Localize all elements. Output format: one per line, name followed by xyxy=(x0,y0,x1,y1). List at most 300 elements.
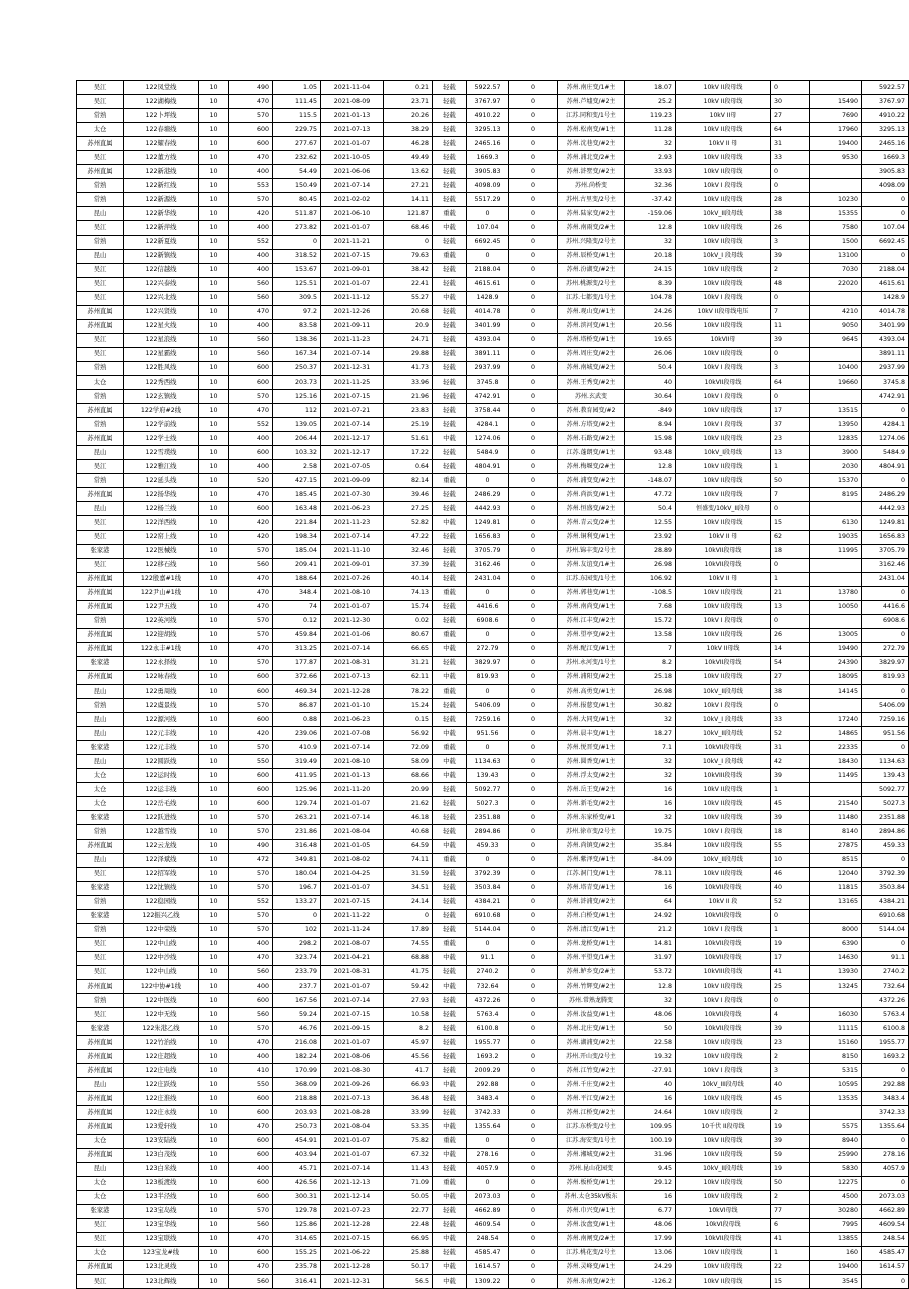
cell-count: 0 xyxy=(509,614,558,628)
cell-substation: 苏州.浒浦变/#2主 xyxy=(558,895,625,909)
cell-capacity-c: 3891.11 xyxy=(862,347,909,361)
cell-load-rate: 21.62 xyxy=(384,797,433,811)
cell-region: 常熟 xyxy=(77,923,124,937)
table-row xyxy=(77,109,909,123)
cell-line-name: 123宝龙#线 xyxy=(124,1246,199,1260)
cell-value-a: 78.11 xyxy=(625,867,676,881)
cell-count: 0 xyxy=(509,741,558,755)
cell-capacity-a: 3162.46 xyxy=(467,558,509,572)
cell-bus-section: 10kV II段母线 xyxy=(676,1036,771,1050)
cell-substation: 苏州.塔青变/#1主 xyxy=(558,881,625,895)
table-row xyxy=(77,811,909,825)
cell-capacity-b: 27875 xyxy=(810,839,862,853)
cell-feeder-count: 1 xyxy=(771,1246,810,1260)
cell-feeder-count: 19 xyxy=(771,1120,810,1134)
cell-line-name: 122星霸线 xyxy=(124,347,199,361)
cell-capacity-c: 7259.16 xyxy=(862,713,909,727)
cell-load-rate: 25.88 xyxy=(384,1246,433,1260)
cell-date: 2021-07-30 xyxy=(321,488,384,502)
cell-current: 273.82 xyxy=(273,221,321,235)
cell-feeder-count: 40 xyxy=(771,881,810,895)
cell-date: 2021-07-14 xyxy=(321,994,384,1008)
table-row xyxy=(77,404,909,418)
cell-current: 318.52 xyxy=(273,249,321,263)
cell-load-rate: 0 xyxy=(384,235,433,249)
cell-date: 2021-07-14 xyxy=(321,1162,384,1176)
cell-capacity-c: 1955.77 xyxy=(862,1036,909,1050)
cell-date: 2021-11-23 xyxy=(321,333,384,347)
cell-rated-current: 570 xyxy=(229,628,273,642)
cell-capacity-c: 0 xyxy=(862,1274,909,1288)
cell-value-a: 16 xyxy=(625,783,676,797)
table-row xyxy=(77,263,909,277)
cell-count: 0 xyxy=(509,923,558,937)
cell-current: 221.84 xyxy=(273,516,321,530)
cell-load-status: 中载 xyxy=(433,516,467,530)
cell-capacity-c: 0 xyxy=(862,741,909,755)
cell-substation: 苏州.新毛变/#2主 xyxy=(558,797,625,811)
cell-load-status: 轻载 xyxy=(433,867,467,881)
cell-feeder-count: 0 xyxy=(771,390,810,404)
cell-rated-current: 600 xyxy=(229,1246,273,1260)
cell-substation: 苏州.东南变/#2主 xyxy=(558,1274,625,1288)
cell-region: 吴江 xyxy=(77,460,124,474)
table-row xyxy=(77,137,909,151)
cell-capacity-b: 11115 xyxy=(810,1022,862,1036)
table-row xyxy=(77,614,909,628)
cell-value-a: 32 xyxy=(625,994,676,1008)
cell-capacity-c: 3295.13 xyxy=(862,123,909,137)
cell-rated-current: 570 xyxy=(229,390,273,404)
cell-voltage: 10 xyxy=(199,1092,229,1106)
cell-capacity-a: 292.88 xyxy=(467,1078,509,1092)
cell-load-rate: 55.27 xyxy=(384,291,433,305)
cell-voltage: 10 xyxy=(199,656,229,670)
cell-capacity-a: 3742.33 xyxy=(467,1106,509,1120)
cell-capacity-b: 9050 xyxy=(810,319,862,333)
cell-load-rate: 0.15 xyxy=(384,713,433,727)
cell-voltage: 10 xyxy=(199,797,229,811)
cell-rated-current: 570 xyxy=(229,1204,273,1218)
cell-date: 2021-11-23 xyxy=(321,516,384,530)
cell-feeder-count: 11 xyxy=(771,319,810,333)
cell-capacity-c: 0 xyxy=(862,249,909,263)
cell-current: 277.67 xyxy=(273,137,321,151)
cell-value-a: 8.2 xyxy=(625,656,676,670)
cell-rated-current: 470 xyxy=(229,600,273,614)
cell-region: 苏州直属 xyxy=(77,165,124,179)
cell-feeder-count: 39 xyxy=(771,1022,810,1036)
cell-capacity-c: 4098.09 xyxy=(862,179,909,193)
cell-bus-section: 10kV II段母线 xyxy=(676,628,771,642)
cell-rated-current: 400 xyxy=(229,980,273,994)
cell-region: 太仓 xyxy=(77,123,124,137)
cell-current: 112 xyxy=(273,404,321,418)
cell-rated-current: 490 xyxy=(229,839,273,853)
cell-capacity-b: 7690 xyxy=(810,109,862,123)
cell-rated-current: 552 xyxy=(229,895,273,909)
cell-substation: 苏州.平望变/1#主 xyxy=(558,951,625,965)
cell-region: 张家港 xyxy=(77,811,124,825)
cell-current: 323.74 xyxy=(273,951,321,965)
cell-count: 0 xyxy=(509,1232,558,1246)
cell-load-status: 轻载 xyxy=(433,656,467,670)
cell-substation: 苏州.方塔变/#2主 xyxy=(558,418,625,432)
cell-capacity-c: 6692.45 xyxy=(862,235,909,249)
cell-rated-current: 470 xyxy=(229,1260,273,1274)
table-row xyxy=(77,951,909,965)
cell-bus-section: 10kV II段母线 xyxy=(676,277,771,291)
table-row xyxy=(77,895,909,909)
cell-region: 昆山 xyxy=(77,713,124,727)
cell-capacity-a: 2073.03 xyxy=(467,1190,509,1204)
cell-bus-section: 10kV II段母线 xyxy=(676,600,771,614)
cell-load-status: 中载 xyxy=(433,727,467,741)
cell-rated-current: 552 xyxy=(229,418,273,432)
cell-rated-current: 600 xyxy=(229,685,273,699)
cell-capacity-b: 8515 xyxy=(810,853,862,867)
table-row xyxy=(77,994,909,1008)
cell-region: 苏州直属 xyxy=(77,642,124,656)
cell-value-a: 15.72 xyxy=(625,614,676,628)
cell-substation: 苏州.浦阳变/#2主 xyxy=(558,670,625,684)
cell-capacity-b: 3545 xyxy=(810,1274,862,1288)
cell-substation: 苏州.东家桥变/#1 xyxy=(558,811,625,825)
cell-substation: 苏州.铜利变/#1主 xyxy=(558,530,625,544)
cell-bus-section: 10kV_I 段母线 xyxy=(676,249,771,263)
cell-region: 吴江 xyxy=(77,1274,124,1288)
cell-load-status: 中载 xyxy=(433,1232,467,1246)
cell-load-status: 轻载 xyxy=(433,825,467,839)
cell-date: 2021-01-07 xyxy=(321,881,384,895)
cell-line-name: 122春塘线 xyxy=(124,123,199,137)
cell-region: 常熟 xyxy=(77,994,124,1008)
cell-rated-current: 570 xyxy=(229,811,273,825)
cell-region: 张家港 xyxy=(77,741,124,755)
cell-capacity-a: 5517.29 xyxy=(467,193,509,207)
table-row xyxy=(77,530,909,544)
cell-count: 0 xyxy=(509,572,558,586)
cell-capacity-c: 4057.9 xyxy=(862,1162,909,1176)
cell-value-a: 25.18 xyxy=(625,670,676,684)
cell-bus-section: 10kV II段母线 xyxy=(676,1050,771,1064)
cell-load-rate: 41.7 xyxy=(384,1064,433,1078)
cell-load-rate: 41.73 xyxy=(384,361,433,375)
cell-feeder-count: 40 xyxy=(771,1078,810,1092)
load-table-body xyxy=(77,81,909,1289)
cell-substation: 苏州.浒墅变/#2主 xyxy=(558,165,625,179)
cell-region: 苏州直属 xyxy=(77,1148,124,1162)
cell-capacity-a: 4014.78 xyxy=(467,305,509,319)
table-row xyxy=(77,502,909,516)
cell-load-rate: 46.18 xyxy=(384,811,433,825)
cell-load-rate: 24.14 xyxy=(384,895,433,909)
table-row xyxy=(77,193,909,207)
cell-count: 0 xyxy=(509,530,558,544)
cell-region: 常熟 xyxy=(77,390,124,404)
cell-date: 2021-12-17 xyxy=(321,446,384,460)
cell-count: 0 xyxy=(509,1106,558,1120)
cell-voltage: 10 xyxy=(199,95,229,109)
cell-load-status: 轻载 xyxy=(433,923,467,937)
table-row xyxy=(77,839,909,853)
cell-feeder-count: 1 xyxy=(771,783,810,797)
cell-current: 216.08 xyxy=(273,1036,321,1050)
cell-rated-current: 570 xyxy=(229,614,273,628)
cell-capacity-b xyxy=(810,291,862,305)
cell-date: 2021-11-22 xyxy=(321,909,384,923)
cell-substation: 苏州.汾湖变/#2主 xyxy=(558,263,625,277)
cell-bus-section: 10kV II段母线 xyxy=(676,980,771,994)
cell-region: 苏州直属 xyxy=(77,628,124,642)
cell-date: 2021-07-14 xyxy=(321,530,384,544)
cell-value-a: 48.06 xyxy=(625,1218,676,1232)
cell-capacity-c: 6908.6 xyxy=(862,614,909,628)
cell-rated-current: 400 xyxy=(229,263,273,277)
cell-capacity-a: 5027.3 xyxy=(467,797,509,811)
cell-capacity-c: 139.43 xyxy=(862,769,909,783)
cell-region: 常熟 xyxy=(77,235,124,249)
cell-bus-section: 10kV_II段母线 xyxy=(676,1162,771,1176)
cell-substation: 苏州.开山变/2号主 xyxy=(558,1050,625,1064)
cell-capacity-b xyxy=(810,699,862,713)
cell-feeder-count: 17 xyxy=(771,951,810,965)
cell-capacity-b: 9530 xyxy=(810,151,862,165)
cell-count: 0 xyxy=(509,1162,558,1176)
cell-capacity-b: 12835 xyxy=(810,432,862,446)
cell-load-rate: 0.21 xyxy=(384,81,433,95)
cell-value-a: 17.99 xyxy=(625,1232,676,1246)
cell-bus-section: 10kV II 母 xyxy=(676,137,771,151)
cell-line-name: 122中医线 xyxy=(124,994,199,1008)
cell-voltage: 10 xyxy=(199,305,229,319)
cell-value-a: 18.27 xyxy=(625,727,676,741)
cell-capacity-b: 17240 xyxy=(810,713,862,727)
cell-current: 182.24 xyxy=(273,1050,321,1064)
cell-region: 吴江 xyxy=(77,937,124,951)
cell-bus-section: 10kV II段母线 xyxy=(676,347,771,361)
cell-capacity-b: 30280 xyxy=(810,1204,862,1218)
cell-current: 0.88 xyxy=(273,713,321,727)
cell-value-a: -27.91 xyxy=(625,1064,676,1078)
cell-capacity-c: 0 xyxy=(862,1134,909,1148)
cell-load-status: 轻载 xyxy=(433,1064,467,1078)
cell-capacity-b xyxy=(810,1106,862,1120)
cell-current: 316.41 xyxy=(273,1274,321,1288)
cell-line-name: 122兴贤线 xyxy=(124,305,199,319)
cell-rated-current: 600 xyxy=(229,123,273,137)
cell-region: 吴江 xyxy=(77,530,124,544)
cell-substation: 苏州.观山变/#1主 xyxy=(558,305,625,319)
cell-region: 苏州直属 xyxy=(77,586,124,600)
cell-date: 2021-07-14 xyxy=(321,811,384,825)
cell-capacity-a: 1274.06 xyxy=(467,432,509,446)
cell-rated-current: 490 xyxy=(229,81,273,95)
cell-region: 苏州直属 xyxy=(77,305,124,319)
cell-voltage: 10 xyxy=(199,628,229,642)
cell-voltage: 10 xyxy=(199,1260,229,1274)
cell-current: 125.96 xyxy=(273,783,321,797)
table-row xyxy=(77,305,909,319)
table-row xyxy=(77,291,909,305)
cell-feeder-count: 0 xyxy=(771,699,810,713)
cell-date: 2021-01-07 xyxy=(321,221,384,235)
load-table-sheet xyxy=(76,80,905,1289)
cell-voltage: 10 xyxy=(199,1036,229,1050)
cell-count: 0 xyxy=(509,207,558,221)
cell-rated-current: 470 xyxy=(229,305,273,319)
cell-rated-current: 560 xyxy=(229,347,273,361)
cell-capacity-b: 10050 xyxy=(810,600,862,614)
cell-voltage: 10 xyxy=(199,965,229,979)
cell-load-rate: 56.92 xyxy=(384,727,433,741)
cell-count: 0 xyxy=(509,685,558,699)
cell-current: 427.15 xyxy=(273,474,321,488)
cell-region: 张家港 xyxy=(77,544,124,558)
cell-current: 86.87 xyxy=(273,699,321,713)
cell-load-status: 轻载 xyxy=(433,544,467,558)
cell-current: 300.31 xyxy=(273,1190,321,1204)
cell-region: 苏州直属 xyxy=(77,137,124,151)
cell-load-status: 中载 xyxy=(433,1190,467,1204)
cell-current: 235.78 xyxy=(273,1260,321,1274)
cell-date: 2021-08-31 xyxy=(321,965,384,979)
cell-bus-section: 10kV II段母线 xyxy=(676,1134,771,1148)
cell-count: 0 xyxy=(509,867,558,881)
cell-date: 2021-01-07 xyxy=(321,277,384,291)
cell-date: 2021-02-02 xyxy=(321,193,384,207)
cell-capacity-c: 5406.09 xyxy=(862,699,909,713)
cell-rated-current: 470 xyxy=(229,1120,273,1134)
cell-capacity-c: 3767.97 xyxy=(862,95,909,109)
cell-value-a: 32 xyxy=(625,755,676,769)
cell-count: 0 xyxy=(509,600,558,614)
cell-bus-section: 10kV I 段母线 xyxy=(676,1064,771,1078)
cell-current: 250.73 xyxy=(273,1120,321,1134)
cell-voltage: 10 xyxy=(199,1120,229,1134)
cell-voltage: 10 xyxy=(199,1218,229,1232)
cell-load-status: 中载 xyxy=(433,670,467,684)
cell-date: 2021-01-07 xyxy=(321,1134,384,1148)
cell-date: 2021-09-01 xyxy=(321,263,384,277)
cell-value-a: 23.92 xyxy=(625,530,676,544)
cell-region: 张家港 xyxy=(77,1022,124,1036)
cell-voltage: 10 xyxy=(199,1064,229,1078)
cell-bus-section: 10kVI段母线 xyxy=(676,1218,771,1232)
cell-value-a: 7 xyxy=(625,642,676,656)
cell-value-a: 50.4 xyxy=(625,361,676,375)
cell-substation: 苏州.大同变/#1主 xyxy=(558,713,625,727)
cell-load-rate: 53.35 xyxy=(384,1120,433,1134)
cell-bus-section: 10kV II段母线 xyxy=(676,1176,771,1190)
cell-region: 昆山 xyxy=(77,207,124,221)
cell-date: 2021-07-15 xyxy=(321,895,384,909)
cell-capacity-b xyxy=(810,909,862,923)
table-row xyxy=(77,670,909,684)
cell-capacity-a: 5406.09 xyxy=(467,699,509,713)
cell-load-status: 轻载 xyxy=(433,109,467,123)
cell-region: 苏州直属 xyxy=(77,1050,124,1064)
cell-feeder-count: 0 xyxy=(771,614,810,628)
cell-value-a: 26.98 xyxy=(625,685,676,699)
cell-capacity-a: 732.64 xyxy=(467,980,509,994)
cell-line-name: 122庄超线 xyxy=(124,1050,199,1064)
cell-line-name: 122中协#1线 xyxy=(124,980,199,994)
cell-capacity-a: 3829.97 xyxy=(467,656,509,670)
cell-capacity-b: 15355 xyxy=(810,207,862,221)
cell-load-status: 轻载 xyxy=(433,390,467,404)
cell-load-rate: 0.64 xyxy=(384,460,433,474)
cell-voltage: 10 xyxy=(199,516,229,530)
cell-current: 232.62 xyxy=(273,151,321,165)
cell-capacity-a: 139.43 xyxy=(467,769,509,783)
cell-value-a: 12.55 xyxy=(625,516,676,530)
cell-line-name: 122新夏线 xyxy=(124,235,199,249)
cell-load-status: 轻载 xyxy=(433,881,467,895)
cell-line-name: 122雪璞线 xyxy=(124,446,199,460)
cell-rated-current: 570 xyxy=(229,109,273,123)
cell-current: 237.7 xyxy=(273,980,321,994)
cell-line-name: 122玄镇线 xyxy=(124,390,199,404)
cell-line-name: 122洋西线 xyxy=(124,516,199,530)
cell-capacity-b: 8140 xyxy=(810,825,862,839)
table-row xyxy=(77,151,909,165)
cell-feeder-count: 25 xyxy=(771,980,810,994)
cell-rated-current: 400 xyxy=(229,1050,273,1064)
cell-feeder-count: 31 xyxy=(771,741,810,755)
cell-capacity-c: 2894.86 xyxy=(862,825,909,839)
cell-line-name: 122移石线 xyxy=(124,558,199,572)
cell-bus-section: 10kV II段母线 xyxy=(676,263,771,277)
cell-value-a: 32 xyxy=(625,137,676,151)
cell-value-a: 104.78 xyxy=(625,291,676,305)
cell-line-name: 122耀春线 xyxy=(124,137,199,151)
cell-substation: 苏州.岳王变/#2主 xyxy=(558,783,625,797)
cell-capacity-c: 292.88 xyxy=(862,1078,909,1092)
cell-capacity-a: 0 xyxy=(467,1134,509,1148)
cell-load-rate: 20.26 xyxy=(384,109,433,123)
cell-count: 0 xyxy=(509,305,558,319)
cell-load-status: 轻载 xyxy=(433,558,467,572)
cell-value-a: 2.93 xyxy=(625,151,676,165)
cell-region: 常熟 xyxy=(77,193,124,207)
cell-line-name: 122岳毛线 xyxy=(124,797,199,811)
cell-load-status: 轻载 xyxy=(433,1022,467,1036)
cell-capacity-b: 4210 xyxy=(810,305,862,319)
cell-count: 0 xyxy=(509,825,558,839)
cell-current: 209.41 xyxy=(273,558,321,572)
cell-substation: 苏州.板桥变/#1主 xyxy=(558,1176,625,1190)
cell-line-name: 122雅江线 xyxy=(124,460,199,474)
cell-current: 410.9 xyxy=(273,741,321,755)
cell-load-status: 重载 xyxy=(433,685,467,699)
cell-substation: 苏州.汝益变/#1主 xyxy=(558,1008,625,1022)
cell-load-status: 轻载 xyxy=(433,614,467,628)
cell-count: 0 xyxy=(509,81,558,95)
cell-capacity-a: 3503.84 xyxy=(467,881,509,895)
cell-load-rate: 40.68 xyxy=(384,825,433,839)
cell-voltage: 10 xyxy=(199,235,229,249)
cell-value-a: 28.89 xyxy=(625,544,676,558)
cell-region: 苏州直属 xyxy=(77,1092,124,1106)
cell-load-rate: 10.58 xyxy=(384,1008,433,1022)
cell-region: 张家港 xyxy=(77,881,124,895)
cell-rated-current: 560 xyxy=(229,291,273,305)
table-row xyxy=(77,685,909,699)
cell-capacity-a: 1309.22 xyxy=(467,1274,509,1288)
cell-substation: 苏州.古里变/2号主 xyxy=(558,193,625,207)
cell-voltage: 10 xyxy=(199,558,229,572)
